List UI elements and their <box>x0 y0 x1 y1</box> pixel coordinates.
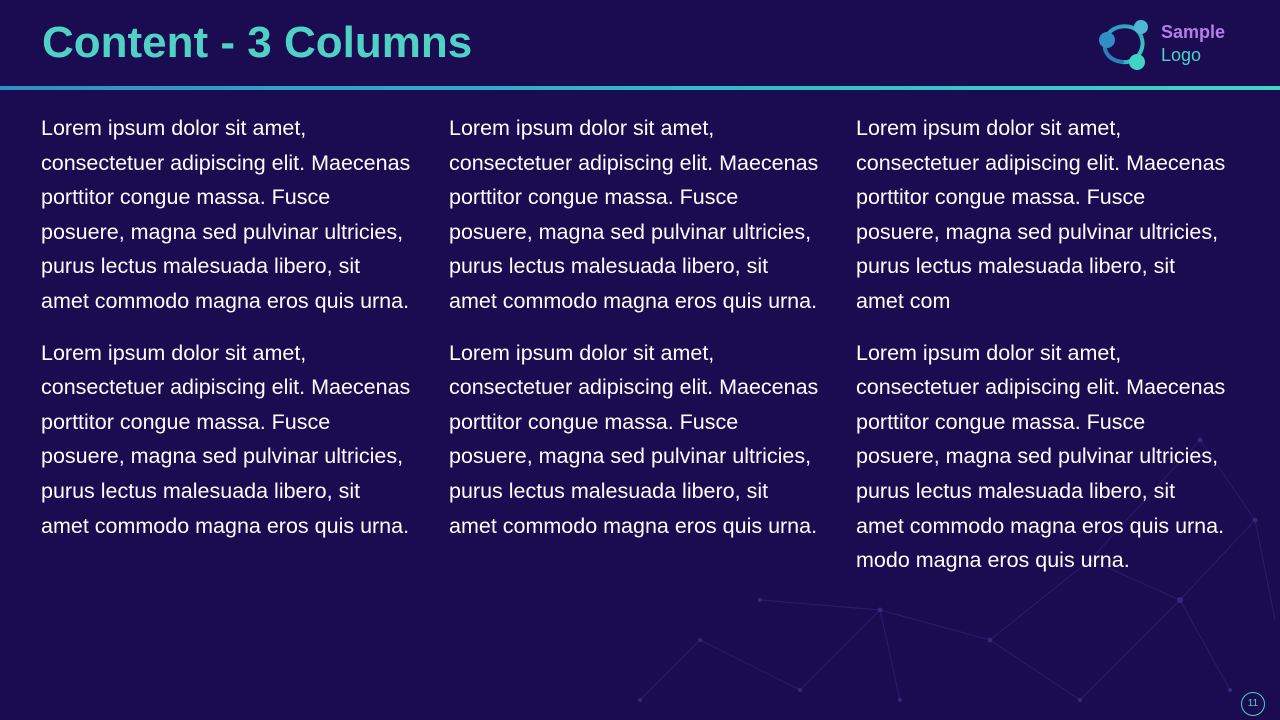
column-1-paragraph-2: Lorem ipsum dolor sit amet, consectetuer adipiscing elit. Maecenas porttitor congue massa. Fusce posuere, magna sed pulvinar ultricies, purus lectus malesuada libero, sit amet commodo magna eros quis urna. <box>41 340 411 538</box>
title-divider <box>0 86 1280 90</box>
column-2-paragraph-2: Lorem ipsum dolor sit amet, consectetuer adipiscing elit. Maecenas porttitor congue massa. Fusce posuere, magna sed pulvinar ultricies, purus lectus malesuada libero, sit amet commodo magna eros quis urna. <box>449 340 819 538</box>
column-3-paragraph-1: Lorem ipsum dolor sit amet, consectetuer adipiscing elit. Maecenas porttitor congue massa. Fusce posuere, magna sed pulvinar ultricies, purus lectus malesuada libero, sit amet com <box>856 116 1226 313</box>
column-1 <box>41 111 411 560</box>
logo-text-logo: Logo <box>1161 45 1202 65</box>
column-3-paragraph-2: Lorem ipsum dolor sit amet, consectetuer adipiscing elit. Maecenas porttitor congue massa. Fusce posuere, magna sed pulvinar ultricies, purus lectus malesuada libero, sit amet commodo magna eros quis urna. modo magna eros quis urna. <box>856 340 1226 573</box>
column-2 <box>449 111 819 560</box>
page-number-badge: 11 <box>1241 692 1265 716</box>
sample-logo <box>1096 16 1246 76</box>
molecule-logo-icon <box>1096 16 1154 74</box>
column-3 <box>856 111 1226 595</box>
column-1-paragraph-1: Lorem ipsum dolor sit amet, consectetuer adipiscing elit. Maecenas porttitor congue massa. Fusce posuere, magna sed pulvinar ultricies, purus lectus malesuada libero, sit amet commodo magna eros quis urna. <box>41 116 411 313</box>
column-2-paragraph-1: Lorem ipsum dolor sit amet, consectetuer adipiscing elit. Maecenas porttitor congue massa. Fusce posuere, magna sed pulvinar ultricies, purus lectus malesuada libero, sit amet commodo magna eros quis urna. <box>449 116 819 313</box>
slide-title: Content - 3 Columns <box>42 18 473 67</box>
logo-text-sample: Sample <box>1161 22 1226 42</box>
